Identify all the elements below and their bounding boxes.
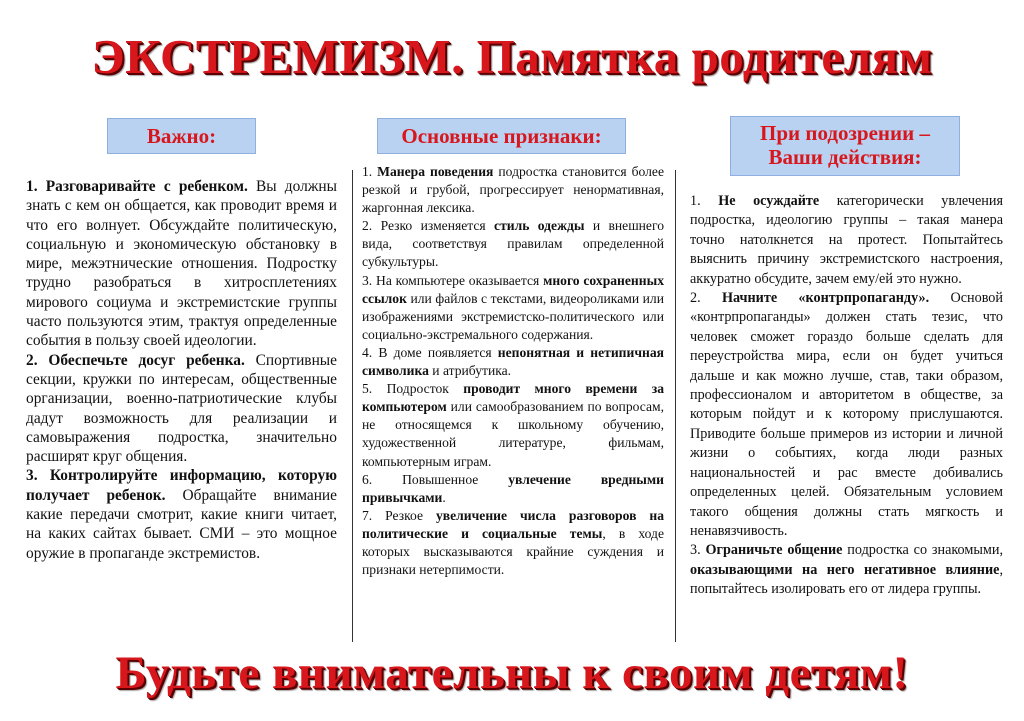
item-text: и атрибутика. bbox=[428, 363, 512, 379]
page-title: ЭКСТРЕМИЗМ. Памятка родителям bbox=[91, 29, 933, 84]
column-divider bbox=[675, 170, 676, 642]
header-actions-line2: Ваши действия: bbox=[768, 145, 922, 169]
item-number: 3. bbox=[26, 467, 38, 485]
list-item bbox=[690, 192, 1003, 289]
item-text: 3. bbox=[690, 542, 706, 559]
item-text: Спортивные секции, кружки по интересам, общественные организации, военно-патриотические клубы дадут возможность для реализации и самовыражения подростка, значительно расширят круг общения. bbox=[26, 351, 337, 466]
item-bold: оказывающими на него негативное влияние bbox=[690, 561, 1000, 578]
item-bold: увеличение числа разговоров на политические и социальные темы bbox=[362, 507, 664, 541]
item-text: 3. На компьютере оказывается bbox=[362, 272, 544, 288]
item-text: 2. Резко изменяется bbox=[362, 218, 495, 234]
list-item bbox=[362, 163, 664, 217]
item-text: подростка становится более резкой и грубой, прогрессирует ненормативная, жаргонная лексика. bbox=[362, 164, 664, 216]
item-bold: Обеспечьте досуг ребенка. bbox=[48, 351, 245, 369]
item-text: 2. bbox=[690, 290, 722, 307]
item-bold: Не осуждайте bbox=[718, 193, 820, 209]
list-item bbox=[690, 289, 1003, 541]
list-item bbox=[690, 541, 1003, 599]
list-item bbox=[362, 344, 664, 380]
item-text: 1. bbox=[690, 193, 719, 209]
item-bold: Манера поведения bbox=[377, 164, 494, 179]
item-bold: проводит много времени за компьютером bbox=[362, 381, 664, 415]
column-signs bbox=[362, 163, 664, 579]
list-item bbox=[362, 272, 664, 344]
header-signs: Основные признаки: bbox=[377, 118, 626, 154]
column-actions bbox=[690, 192, 1003, 600]
item-text: 4. В доме появляется bbox=[362, 344, 498, 360]
item-text: подростка со знакомыми, bbox=[842, 542, 1003, 559]
item-text: Основой «контрпропаганды» должен стать тезис, что человек сможет гораздо больше сделать для переустройства мира, если он будет учиться дальше и как можно лучше, став, таки образом, профессионалом и авторитетом в обществе, за которым пойдут и к которому прислушаются. Приводите больше примеров из истории и личной жизни о событиях, когда люди разных национальностей и рас вместе добивались определенных целей. Обязательным условием такого общения должны стать мягкость и ненавязчивость. bbox=[690, 290, 1003, 539]
column-important bbox=[26, 177, 337, 563]
list-item bbox=[362, 380, 664, 470]
item-number: 2. bbox=[26, 351, 38, 369]
item-bold: стиль одежды bbox=[494, 218, 585, 234]
list-item bbox=[362, 507, 664, 579]
header-important: Важно: bbox=[107, 118, 256, 154]
item-bold: увлечение вредными привычками bbox=[362, 471, 664, 505]
header-actions-line1: При подозрении – bbox=[760, 121, 930, 145]
item-text: 1. bbox=[362, 164, 378, 179]
item-text: 7. Резкое bbox=[362, 507, 436, 523]
item-text: Вы должны знать с кем он общается, как проводит время и что его волнует. Обсуждайте политическую, социальную и экономическую обстановку в мире, межэтнические отношения. Подростку трудно разобраться в хитросплетениях мирового социума и экстремистские группы часто пользуются этим, трактуя определенные события в пользу своей идеологии. bbox=[26, 178, 337, 350]
item-bold: Ограничьте общение bbox=[705, 542, 843, 559]
item-text: , в ходе которых высказываются крайние суждения и признаки нетерпимости. bbox=[362, 525, 665, 578]
item-bold: много сохраненных ссылок bbox=[362, 272, 664, 306]
item-text: или самообразованием по вопросам, не относящемся к школьному обучению, художественной литературе, фильмам, компьютерным играм. bbox=[362, 399, 664, 469]
item-bold: непонятная и нетипичная символика bbox=[362, 344, 664, 379]
item-bold: Контролируйте информацию, которую получает ребенок. bbox=[26, 467, 337, 504]
item-text: и внешнего вида, соответствуя правилам определенной субкультуры. bbox=[362, 218, 665, 270]
item-text: Обращайте внимание какие передачи смотрит, какие книги читает, на каких сайтах бывает. СМИ – это мощное оружие в пропаганде экстремистов. bbox=[26, 486, 338, 562]
list-item bbox=[26, 466, 337, 562]
list-item bbox=[26, 351, 337, 467]
list-item bbox=[362, 471, 664, 507]
item-text: . bbox=[442, 489, 446, 505]
item-text: , попытайтесь изолировать его от лидера группы. bbox=[690, 561, 1003, 598]
item-text: категорически увлечения подростка, идеологию группы – такая манера точно натолкнется на протест. Попытайтесь выяснить причину экстремистского настроения, аккуратно обсудите, зачем ему/ей это нужно. bbox=[690, 193, 1003, 287]
column-divider bbox=[352, 170, 353, 642]
header-actions bbox=[730, 116, 960, 176]
item-text: 5. Подросток bbox=[362, 381, 464, 397]
list-item bbox=[26, 177, 337, 351]
item-number: 1. bbox=[26, 178, 38, 195]
item-bold: Начните «контрпропаганду». bbox=[721, 290, 930, 307]
item-text: или файлов с текстами, видеороликами или изображениями экстремистско-политического или социально-экстремального содержания. bbox=[362, 290, 664, 342]
item-bold: Разговаривайте с ребенком. bbox=[45, 178, 248, 195]
item-text: 6. Повышенное bbox=[362, 471, 509, 487]
footer-slogan: Будьте внимательны к своим детям! bbox=[115, 647, 909, 699]
list-item bbox=[362, 217, 664, 271]
